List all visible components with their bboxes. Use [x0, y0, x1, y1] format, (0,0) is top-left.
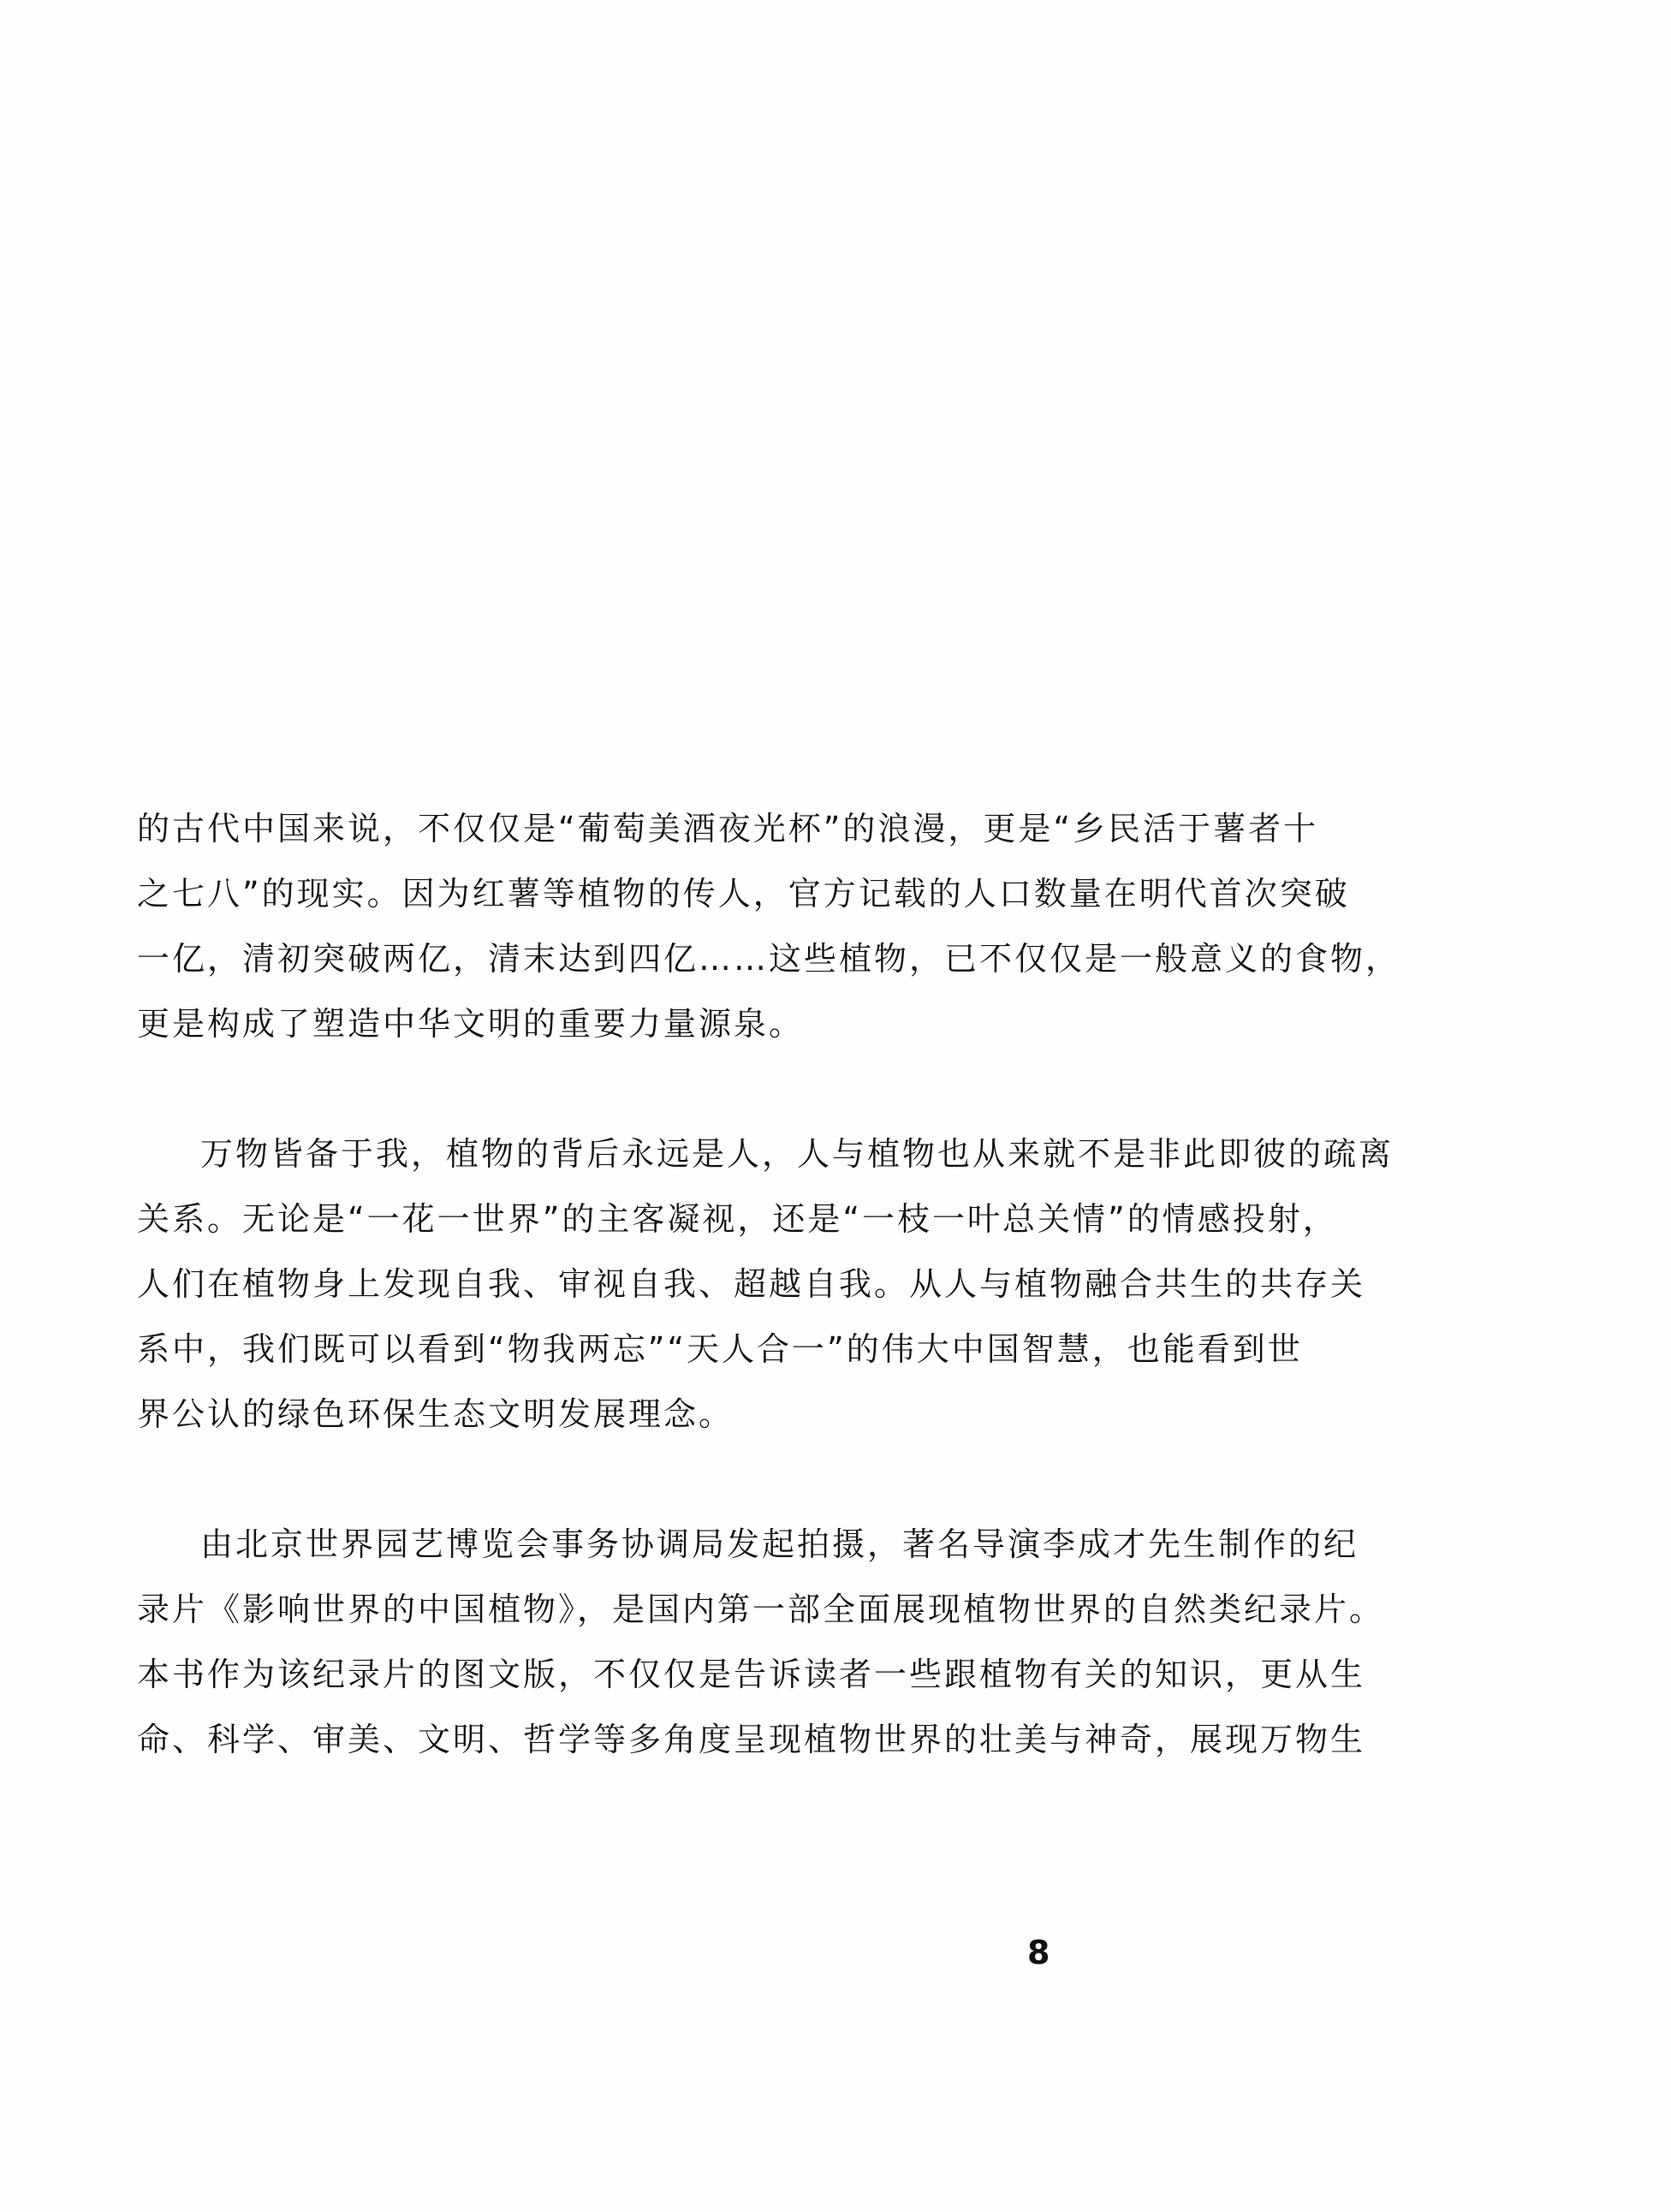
page-number: 8 — [1027, 1934, 1050, 1971]
text-line: 录片《影响世界的中国植物》，是国内第一部全面展现植物世界的自然类纪录片。 — [137, 1591, 1385, 1628]
text-line: 更是构成了塑造中华文明的重要力量源泉。 — [137, 1005, 805, 1043]
paragraph-1 — [137, 796, 1401, 1056]
text-line: 之七八”的现实。因为红薯等植物的传人，官方记载的人口数量在明代首次突破 — [137, 875, 1350, 913]
text-line: 一亿，清初突破两亿，清末达到四亿……这些植物，已不仅仅是一般意义的食物， — [137, 940, 1401, 978]
paragraph-spacer — [137, 1447, 1318, 1512]
text-line: 命、科学、审美、文明、哲学等多角度呈现植物世界的壮美与神奇，展现万物生 — [137, 1721, 1366, 1758]
paragraph-3 — [137, 1512, 1385, 1772]
text-line: 由北京世界园艺博览会事务协调局发起拍摄，著名导演李成才先生制作的纪 — [200, 1525, 1359, 1563]
text-line: 系中，我们既可以看到“物我两忘”“天人合一”的伟大中国智慧，也能看到世 — [137, 1330, 1303, 1368]
text-line: 本书作为该纪录片的图文版，不仅仅是告诉读者一些跟植物有关的知识，更从生 — [137, 1656, 1366, 1693]
body-text — [137, 796, 1401, 1772]
text-line: 万物皆备于我，植物的背后永远是人，人与植物也从来就不是非此即彼的疏离 — [200, 1135, 1394, 1173]
text-line: 关系。无论是“一花一世界”的主客凝视，还是“一枝一叶总关情”的情感投射， — [137, 1200, 1338, 1238]
text-line: 人们在植物身上发现自我、审视自我、超越自我。从人与植物融合共生的共存关 — [137, 1265, 1366, 1303]
paragraph-spacer — [137, 1056, 1318, 1121]
paragraph-2 — [137, 1121, 1394, 1447]
text-line: 的古代中国来说，不仅仅是“葡萄美酒夜光杯”的浪漫，更是“乡民活于薯者十 — [137, 810, 1319, 847]
text-line: 界公认的绿色环保生态文明发展理念。 — [137, 1395, 734, 1433]
